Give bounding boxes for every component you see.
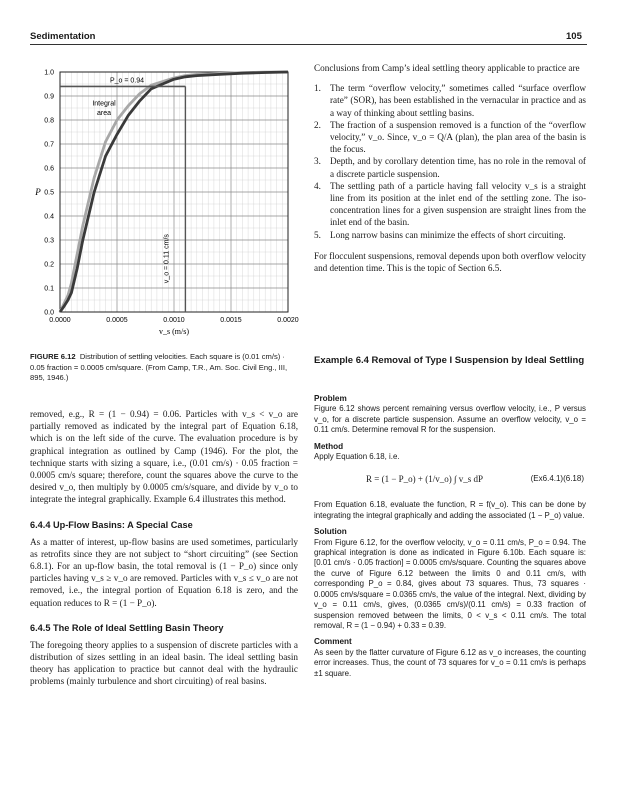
list-item-text: The settling path of a particle having fall velocity v_s is a straight line from its position at the inlet end of the settling zone. The iso-concentration lines for a given suspension are straight lines from the inlet end of the basin. [330,180,586,228]
y-tick-label: 0.0 [44,309,54,317]
list-item-number: 2. [314,119,321,130]
list-item-text: Depth, and by corollary detention time, has no role in the removal of a discrete particle suspension. [330,156,586,179]
section-heading-6-4-5: 6.4.5 The Role of Ideal Settling Basin Theory [30,622,224,633]
vo-label: v_o = 0.11 cm/s [163,234,171,284]
method-text: Apply Equation 6.18, i.e. [314,452,400,462]
y-tick-label: 0.8 [44,117,54,125]
integral-area-label: area [96,110,112,118]
y-tick-label: 1.0 [44,69,54,77]
comment-text: As seen by the flatter curvature of Figure 6.12 as v_o increases, the counting error increases. Thus, the count of 73 squares for v_o = 0.11 cm/s is perhaps ±1 square. [314,647,586,678]
y-tick-label: 0.2 [44,261,54,269]
list-item [314,180,586,229]
y-tick-label: 0.4 [44,213,54,221]
conclusions-list [314,82,586,241]
x-tick-label: 0.0010 [163,317,185,324]
problem-text: Figure 6.12 shows percent remaining versus overflow velocity, i.e., P versus v_o, for a discrete particle suspension. Assume an overflow velocity, v_o = 0.11 cm/s. Determine removal R for the suspension. [314,404,586,435]
equation-block [314,466,586,496]
list-item-number: 3. [314,156,321,167]
y-tick-labels [44,70,54,317]
example-title: Example 6.4 Removal of Type I Suspension by Ideal Settling [314,355,585,366]
list-item [314,155,586,179]
y-tick-label: 0.3 [44,237,54,245]
conclusions-intro: Conclusions from Camp’s ideal settling theory applicable to practice are [314,63,580,73]
settling-velocity-chart [30,60,302,345]
paragraph-upflow: As a matter of interest, up-flow basins are used sometimes, particularly as retrofits since they are not subject to “short circuiting” (see Section 6.8.1). For an up-flow basin, the total removal is (1 − P_o) since only particles having v_s ≥ v_o are removed. Particles with v_s ≤ v_o are not removed, i.e., the integral portion of Equation 6.18 is zero, and the equation reduces to R = (1 − P_o). [30,536,298,608]
x-tick-label: 0.0000 [49,317,71,324]
problem-heading: Problem [314,394,347,403]
list-item [314,82,586,119]
list-item-text: Long narrow basins can minimize the effects of short circuiting. [330,229,566,240]
list-item-number: 4. [314,180,321,191]
equation: R = (1 − P_o) + (1/v_o) ∫ v_s dP [366,474,483,485]
list-item-text: The term “overflow velocity,” sometimes called “surface overflow rate” (SOR), has been established in the vernacular in practice and as a way of thinking about settling basins. [330,83,586,118]
solution-heading: Solution [314,527,347,537]
x-tick-label: 0.0015 [220,317,242,324]
paragraph-ideal-theory: The foregoing theory applies to a suspension of discrete particles with a distribution of sizes settling in an ideal basin. The ideal settling basin theory has application to practice but cannot deal with the hydraulic problems (mainly turbulence and short circuiting) of real basins. [30,639,298,687]
right-column-body [314,62,586,274]
figure-caption-text: Distribution of settling velocities. Each square is (0.01 cm/s) · 0.05 fraction = 0.0005 cm/square. (From Camp, T.R., Am. Soc. Civil Eng., III, 895, 1946.) [30,352,288,382]
equation-number: (Ex6.4.1)(6.18) [530,474,584,484]
comment-heading: Comment [314,637,352,647]
y-tick-label: 0.6 [44,165,54,173]
paragraph-removal: removed, e.g., R = (1 − 0.94) = 0.06. Particles with v_s < v_o are partially removed as indicated by the integral part of Equation 6.18, which is on the left side of the curve. The evaluation procedure is by graphical integration as outlined by Camp (1946). For the plot, the technique starts with sizing a square, i.e., (0.01 cm/s) · 0.05 fraction = 0.0005 cm/s square; therefore, count the squares above the curve to the desired v_o, then multiply by 0.0005 cm/s/square, and divide by v_o to integrate the integral graphically. Example 6.4 illustrates this method. [30,409,298,505]
running-header-section: Sedimentation [30,31,96,42]
solution-text: From Figure 6.12, for the overflow velocity, v_o = 0.11 cm/s, P_o = 0.94. The graphical integration is done as indicated in Figure 6.10b. Each square is: [0.01 cm/s · 0.05 fraction] = 0.0005 cm/s/square. Counting the squares above the curve of Figure 6.12 between the limits 0 and 0.11 cm/s, with corresponding P_o = 0.84, gives about 73 squares. Thus, 73 squares · 0.0005 cm/s/square = 0.0365 cm/s, the value of the integral. Next, dividing by v_o = 0.11 cm/s, gives, (0.0365 cm/s)/(0.11 cm/s) = 0.33 fraction of suspension removed between the limits, 0 < v_s < 0.11 cm/s. The total removal, R = (1 − 0.94) + 0.33 = 0.39. [314,537,586,630]
list-item-number: 5. [314,229,321,240]
figure-label: FIGURE 6.12 [30,352,76,361]
x-tick-label: 0.0020 [277,317,299,324]
x-tick-labels [49,317,299,324]
figure-caption [30,352,298,384]
header-rule [30,44,587,45]
po-label: P_o = 0.94 [110,77,145,85]
method-heading: Method [314,441,344,451]
list-item-text: The fraction of a suspension removed is a function of the “overflow velocity,” v_o. Since, v_o = Q/A (plan), the plan area of the basin is the focus. [330,119,586,155]
x-tick-label: 0.0005 [106,317,128,324]
y-tick-label: 0.9 [44,93,54,101]
after-equation-text: From Equation 6.18, evaluate the function, R = f(v_o). This can be done by integrating the integral graphically and adding the associated (1 − P_o) value. [314,500,586,520]
list-item [314,229,586,241]
left-column-body [30,408,298,688]
example-body [314,388,586,679]
y-tick-label: 0.7 [44,141,54,149]
closing-paragraph: For flocculent suspensions, removal depends upon both overflow velocity and detention time. This is the topic of Section 6.5. [314,250,586,274]
x-axis-label: v_s (m/s) [159,327,189,336]
section-heading-6-4-4: 6.4.4 Up-Flow Basins: A Special Case [30,519,193,530]
y-tick-label: 0.5 [44,189,54,197]
integral-area-label: Integral [92,100,116,108]
y-tick-label: 0.1 [44,285,54,293]
list-item-number: 1. [314,83,321,94]
list-item [314,119,586,156]
page-number: 105 [566,31,582,42]
y-axis-label: P [35,187,41,197]
